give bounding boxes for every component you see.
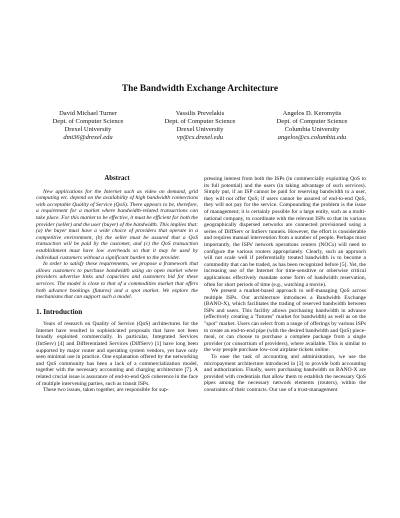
author-dept: Dept. of Computer Science bbox=[164, 118, 236, 125]
body-paragraph: These two issues, taken together, are responsible for sup- bbox=[43, 387, 169, 394]
right-column bbox=[204, 176, 366, 394]
author-name: David Michael Turner bbox=[59, 110, 117, 117]
author-affiliation: Drexel University bbox=[64, 126, 112, 133]
abstract bbox=[36, 189, 198, 301]
author-email[interactable]: vp@cs.drexel.edu bbox=[176, 134, 224, 141]
author-dept: Dept. of Computer Science bbox=[276, 118, 348, 125]
author-email[interactable]: dmt36@drexel.edu bbox=[63, 134, 113, 141]
author-affiliation: Drexel University bbox=[176, 126, 224, 133]
author-1 bbox=[32, 110, 144, 142]
body-paragraph: pressing interest from both the ISPs (in commercially exploiting QoS to its full potential) and the users (in taking advantage of such services). Simply put, if an ISP cannot be paid for reserving bandwidth to a user, they will not offer QoS; if users cannot be assured of end-to-end QoS, they will not pay for the service. Compounding the problem is the issue of management; it is certainly possible for a large entity, such as a multi-national company, to coordinate with the relevant ISPs so that its various geographically dispersed networks are connected provisioned using a series of DiffServ or IntServ tunnels. However, the effort is considerable and requires manual intervention from a number of people. Perhaps most importantly, the ISPs' network operations centers (NOCs) will need to configure the various routers appropriately. Clearly, such an approach will not scale well if preferentially treated bandwidth is to become a commodity that can be traded, as has been recognized before [5]. Yet, the increasing use of the Internet for time-sensitive or otherwise critical applications effectively mandate some form of bandwidth reservation, often for short periods of time (e.g., watching a movie). bbox=[204, 176, 366, 288]
author-dept: Dept. of Computer Science bbox=[52, 118, 124, 125]
author-email[interactable]: angelos@cs.columbia.edu bbox=[277, 134, 347, 141]
introduction-body bbox=[36, 321, 198, 394]
author-name: Vassilis Prevelakis bbox=[175, 110, 225, 117]
abstract-paragraph: In order to satisfy these requirements, we propose a framework that allows customers to purchase bandwidth using an open market where providers advertise links and capacities and customers bid for these services. The model is close to that of a commodities market that offers both advance bookings (futures) and a spot market. We explore the mechanisms that can support such a model. bbox=[36, 261, 198, 301]
left-column bbox=[36, 176, 198, 394]
section-heading-introduction: 1. Introduction bbox=[36, 307, 83, 316]
author-2 bbox=[144, 110, 256, 142]
paper-title: The Bandwidth Exchange Architecture bbox=[121, 84, 279, 94]
abstract-heading: Abstract bbox=[104, 175, 130, 182]
author-name: Angelos D. Keromytis bbox=[282, 110, 342, 117]
author-3 bbox=[256, 110, 368, 142]
abstract-paragraph: New applications for the Internet such as video on demand, grid computing etc. depend on the availability of high bandwidth connections with acceptable Quality of Service (QoS). There appears to be, therefore, a requirement for a market where bandwidth-related transactions can take place. For this market to be effective, it must be efficient for both the provider (seller) and the user (buyer) of the bandwidth. This implies that: (a) the buyer must have a wide choice of providers that operate in a competitive environment, (b) the seller must be assured that a QoS transaction will be paid by the customer, and (c) the QoS transaction establishment must have low overheads so that it may be used by individual customers without a significant burden to the provider. bbox=[36, 188, 198, 261]
body-paragraph: We present a market-based approach to self-managing QoS across multiple ISPs. Our architecture introduces a Bandwidth Exchange (BANO-X), which facilitates the trading of reserved bandwidth between ISPs and users. This facility allows purchasing bandwidth in advance (effectively creating a "futures" market for bandwidth) as well as on the "spot" market. Users can select from a range of offerings by various ISPs to create an end-to-end pipe (with the desired bandwidth and QoS) piece-meal, or can choose to purchase a complete package from a single provider (or consortium of providers), where available. This is similar to the way people purchase low-cost airplane tickets online. bbox=[204, 288, 366, 354]
author-block bbox=[0, 110, 400, 142]
author-affiliation: Columbia University bbox=[284, 126, 340, 133]
body-paragraph: To ease the task of accounting and administration, we use the micropayment architecture introduced in [3] to provide both accounting and authorization. Finally, users purchasing bandwidth on BANO-X are provided with credentials that allow them to establish the necessary QoS pipes among the necessary network elements (routers), within the constraints of their contracts. Our use of a trust-management bbox=[204, 354, 366, 393]
body-paragraph: Years of research on Quality of Service (QoS) architectures for the Internet have resulted in sophisticated proposals that have not been broadly exploited commercially. In particular, Integrated Services (IntServ) [4] and Differentiated Services (DiffServ) [1] have long been supported by major router and operating system vendors, yet have only seen minimal use in practice. One explanation offered by the networking and QoS community has been a lack of a commercialization model, together with the necessary accounting and charging architecture [7]. A related crucial issue is assurance of end-to-end QoS coherence in the face of multiple intervening parties, such as transit ISPs. bbox=[36, 321, 198, 387]
